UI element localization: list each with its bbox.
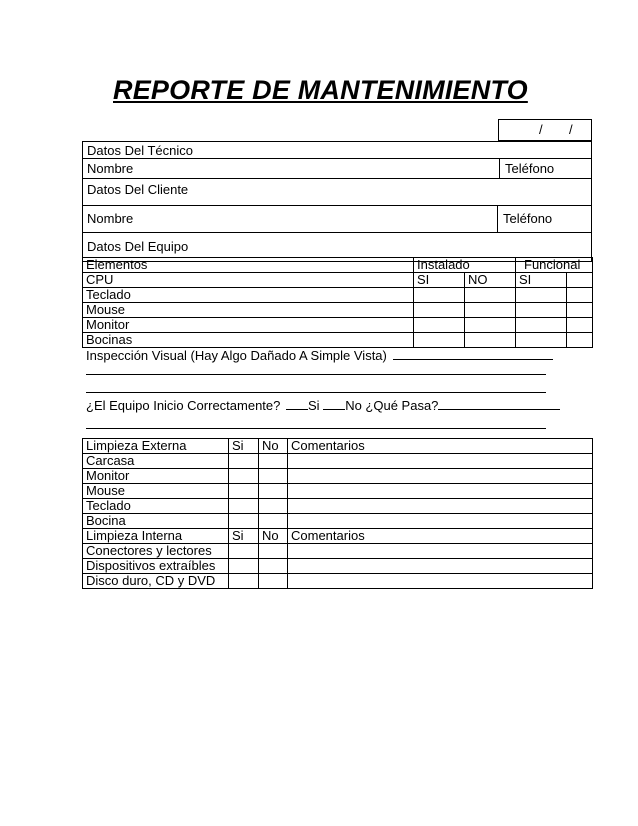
row-label: Bocina — [83, 514, 229, 529]
checkbox-cell[interactable] — [567, 273, 593, 288]
table-row — [83, 529, 593, 544]
table-row — [83, 484, 593, 499]
inicio-line[interactable] — [86, 414, 546, 429]
checkbox-cell[interactable] — [465, 318, 516, 333]
row-label: Mouse — [83, 484, 229, 499]
checkbox-cell[interactable] — [414, 333, 465, 348]
table-row — [83, 499, 593, 514]
checkbox-cell[interactable] — [259, 484, 288, 499]
inicio-no-blank[interactable] — [323, 397, 345, 410]
column-header: No — [259, 439, 288, 454]
checkbox-cell[interactable] — [229, 514, 259, 529]
inicio-que-pasa-blank[interactable] — [438, 397, 560, 410]
inicio-si-blank[interactable] — [286, 397, 308, 410]
date-separator: / — [539, 122, 543, 137]
table-row — [83, 273, 593, 288]
checkbox-cell[interactable] — [465, 288, 516, 303]
checkbox-cell[interactable] — [229, 469, 259, 484]
checkbox-cell[interactable] — [414, 303, 465, 318]
checkbox-cell[interactable] — [229, 499, 259, 514]
comment-cell[interactable] — [288, 574, 593, 589]
cliente-row — [82, 206, 592, 233]
checkbox-cell[interactable] — [259, 544, 288, 559]
checkbox-cell[interactable] — [229, 484, 259, 499]
tecnico-nombre-field[interactable]: Nombre — [87, 161, 134, 176]
checkbox-cell[interactable] — [516, 303, 567, 318]
table-row — [83, 514, 593, 529]
comment-cell[interactable] — [288, 499, 593, 514]
column-header: Comentarios — [288, 439, 593, 454]
cliente-nombre-field[interactable]: Nombre — [87, 211, 134, 226]
column-subheader: SI — [516, 273, 567, 288]
column-header: Limpieza Externa — [83, 439, 229, 454]
column-header: Comentarios — [288, 529, 593, 544]
row-label: Mouse — [83, 303, 414, 318]
table-row — [83, 333, 593, 348]
comment-cell[interactable] — [288, 544, 593, 559]
date-field[interactable] — [498, 119, 592, 141]
checkbox-cell[interactable] — [414, 288, 465, 303]
page-title: REPORTE DE MANTENIMIENTO — [113, 75, 528, 105]
date-separator: / — [569, 122, 573, 137]
row-label: Teclado — [83, 499, 229, 514]
checkbox-cell[interactable] — [259, 499, 288, 514]
equipo-table — [82, 257, 593, 348]
comment-cell[interactable] — [288, 469, 593, 484]
section-cliente: Datos Del Cliente — [82, 179, 592, 206]
comment-cell[interactable] — [288, 454, 593, 469]
row-label: Dispositivos extraíbles — [83, 559, 229, 574]
comment-cell[interactable] — [288, 514, 593, 529]
checkbox-cell[interactable] — [567, 303, 593, 318]
inspeccion-blank[interactable] — [393, 347, 553, 360]
checkbox-cell[interactable] — [259, 469, 288, 484]
checkbox-cell[interactable] — [516, 333, 567, 348]
checkbox-cell[interactable] — [259, 574, 288, 589]
inspeccion-label: Inspección Visual (Hay Algo Dañado A Simple Vista) — [86, 347, 553, 363]
table-row — [83, 454, 593, 469]
table-row — [83, 559, 593, 574]
checkbox-cell[interactable] — [229, 559, 259, 574]
tecnico-row — [82, 159, 592, 179]
checkbox-cell[interactable] — [516, 288, 567, 303]
checkbox-cell[interactable] — [259, 514, 288, 529]
section-tecnico: Datos Del Técnico — [82, 141, 592, 159]
row-label: Bocinas — [83, 333, 414, 348]
checkbox-cell[interactable] — [465, 303, 516, 318]
checkbox-cell[interactable] — [516, 318, 567, 333]
column-header: Funcional — [516, 258, 593, 273]
datos-form — [82, 141, 592, 262]
column-subheader: SI — [414, 273, 465, 288]
table-row — [83, 258, 593, 273]
column-header: No — [259, 529, 288, 544]
inicio-question: ¿El Equipo Inicio Correctamente? Si No ¿Qué Pasa? — [86, 397, 560, 413]
row-label: Carcasa — [83, 454, 229, 469]
row-label: Conectores y lectores — [83, 544, 229, 559]
checkbox-cell[interactable] — [229, 574, 259, 589]
checkbox-cell[interactable] — [567, 288, 593, 303]
comment-cell[interactable] — [288, 484, 593, 499]
column-header: Limpieza Interna — [83, 529, 229, 544]
cliente-telefono-field[interactable]: Teléfono — [503, 211, 553, 226]
row-label: Monitor — [83, 469, 229, 484]
table-row — [83, 574, 593, 589]
checkbox-cell[interactable] — [465, 333, 516, 348]
comment-cell[interactable] — [288, 559, 593, 574]
table-row — [83, 303, 593, 318]
row-label: Monitor — [83, 318, 414, 333]
checkbox-cell[interactable] — [229, 454, 259, 469]
table-row — [83, 469, 593, 484]
row-label: CPU — [83, 273, 414, 288]
table-row — [83, 318, 593, 333]
column-header: Si — [229, 529, 259, 544]
limpieza-table — [82, 438, 593, 589]
table-row — [83, 439, 593, 454]
checkbox-cell[interactable] — [229, 544, 259, 559]
column-header: Si — [229, 439, 259, 454]
checkbox-cell[interactable] — [414, 318, 465, 333]
column-header: Elementos — [83, 258, 414, 273]
row-label: Disco duro, CD y DVD — [83, 574, 229, 589]
checkbox-cell[interactable] — [567, 318, 593, 333]
table-row — [83, 544, 593, 559]
column-subheader: NO — [465, 273, 516, 288]
tecnico-telefono-field[interactable]: Teléfono — [505, 161, 555, 176]
checkbox-cell[interactable] — [259, 559, 288, 574]
inspeccion-line[interactable] — [86, 360, 546, 375]
column-header: Instalado — [414, 258, 516, 273]
section-equipo: Datos Del Equipo — [82, 233, 592, 262]
checkbox-cell[interactable] — [567, 333, 593, 348]
checkbox-cell[interactable] — [259, 454, 288, 469]
table-row — [83, 288, 593, 303]
row-label: Teclado — [83, 288, 414, 303]
inspeccion-line[interactable] — [86, 378, 546, 393]
